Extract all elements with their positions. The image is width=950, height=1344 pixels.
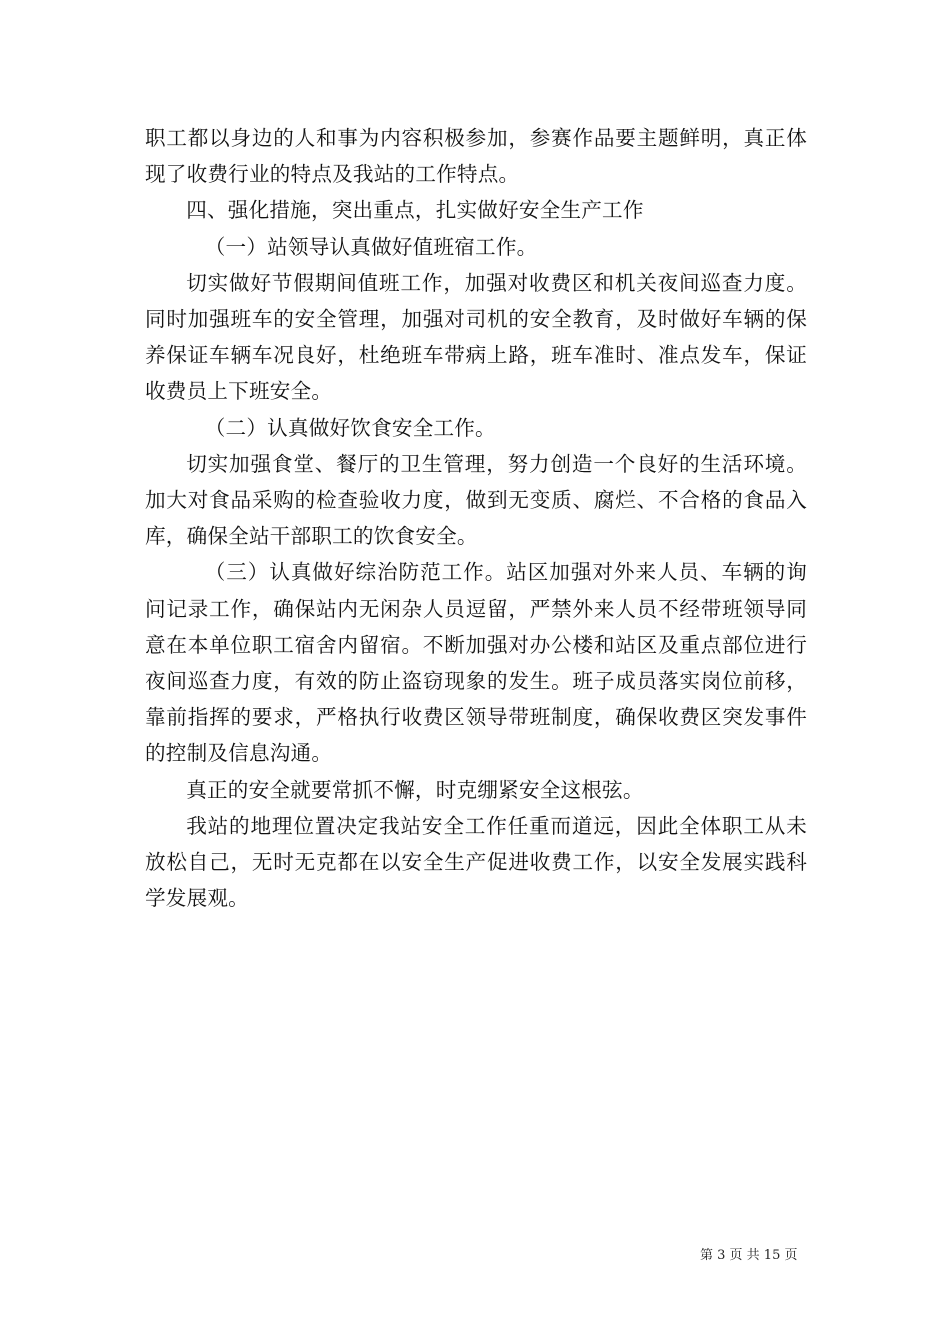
paragraph-conclusion: 我站的地理位置决定我站安全工作任重而道远，因此全体职工从未放松自己，无时无克都在以安全生产促进收费工作，以安全发展实践科学发展观。 bbox=[145, 813, 807, 911]
page-number-footer: 第 3 页 共 15 页 bbox=[700, 1248, 798, 1263]
subsection-heading-two: （二）认真做好饮食安全工作。 bbox=[204, 415, 496, 440]
paragraph-security-prevention: （三）认真做好综治防范工作。站区加强对外来人员、车辆的询问记录工作，确保站内无闲杂人员逗留，严禁外来人员不经带班领导同意在本单位职工宿舍内留宿。不断加强对办公楼和站区及重点部位进行夜间巡查力度，有效的防止盗窃现象的发生。班子成员落实岗位前移，靠前指挥的要求，严格执行收费区领导带班制度，确保收费区突发事件的控制及信息沟通。 bbox=[145, 560, 807, 766]
section-heading-four: 四、强化措施，突出重点，扎实做好安全生产工作 bbox=[186, 198, 644, 223]
paragraph-duty-shift: 切实做好节假期间值班工作，加强对收费区和机关夜间巡查力度。同时加强班车的安全管理，加强对司机的安全教育，及时做好车辆的保养保证车辆车况良好，杜绝班车带病上路，班车准时、准点发车，保证收费员上下班安全。 bbox=[145, 270, 807, 404]
paragraph-food-safety: 切实加强食堂、餐厅的卫生管理，努力创造一个良好的生活环境。加大对食品采购的检查验收力度，做到无变质、腐烂、不合格的食品入库，确保全站干部职工的饮食安全。 bbox=[145, 451, 807, 549]
document-body bbox=[145, 120, 807, 916]
paragraph-continuation: 职工都以身边的人和事为内容积极参加，参赛作品要主题鲜明，真正体现了收费行业的特点及我站的工作特点。 bbox=[145, 126, 807, 187]
paragraph-safety-vigilance: 真正的安全就要常抓不懈，时克绷紧安全这根弦。 bbox=[186, 777, 644, 802]
subsection-heading-one: （一）站领导认真做好值班宿工作。 bbox=[204, 234, 538, 259]
